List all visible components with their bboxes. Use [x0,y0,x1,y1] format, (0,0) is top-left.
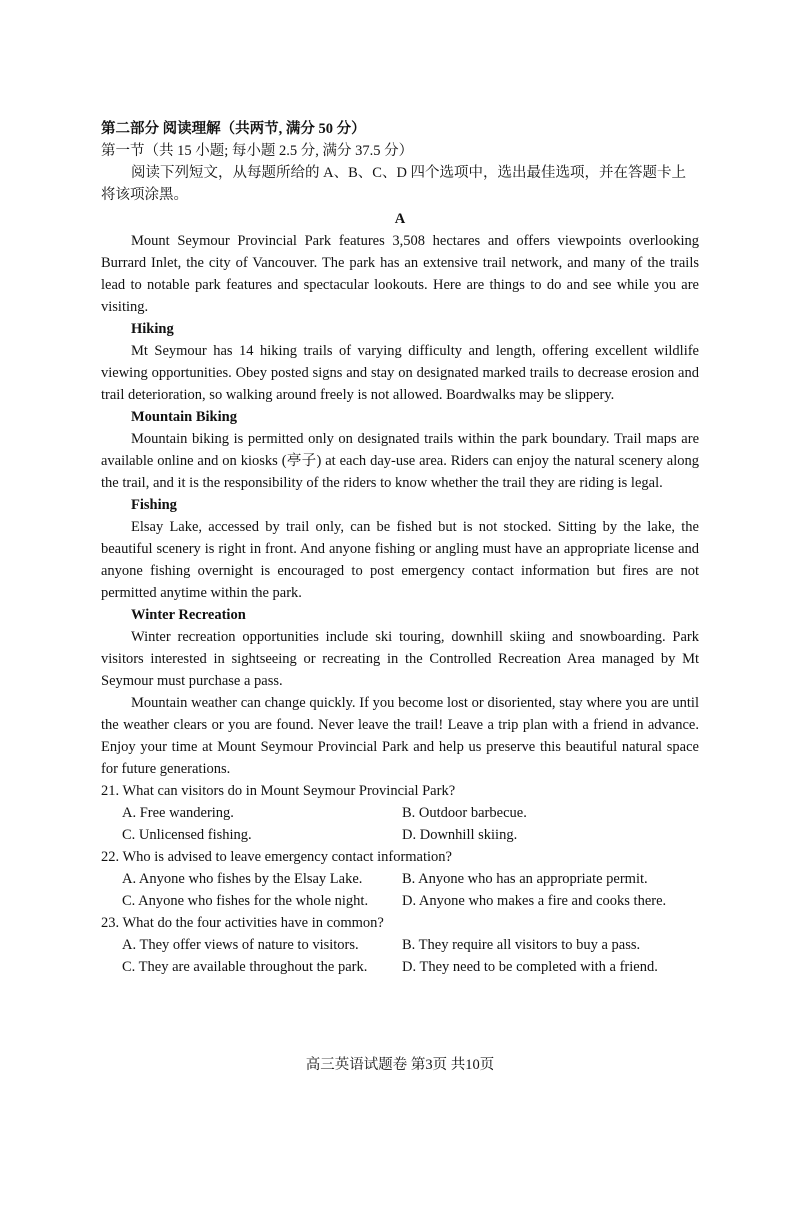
option-row [101,868,699,890]
question-stem: 21. What can visitors do in Mount Seymour Provincial Park? [101,783,456,799]
option-d: D. Anyone who makes a fire and cooks there. [402,893,667,909]
question-stem: 22. Who is advised to leave emergency contact information? [101,849,452,865]
section-heading: 第一节（共 15 小题; 每小题 2.5 分, 满分 37.5 分） [101,143,414,159]
section-text-winter-recreation: Winter recreation opportunities include ski touring, downhill skiing and snowboarding. Park visitors interested in sightseeing or recreating in the Controlled Recreation Area managed by Mt Seymour must purchase a pass. [101,629,699,689]
question-stem: 23. What do the four activities have in common? [101,915,384,931]
option-d: D. Downhill skiing. [402,827,518,843]
option-row [101,956,699,978]
page-content [101,118,699,978]
passage-intro: Mount Seymour Provincial Park features 3,508 hectares and offers viewpoints overlooking Burrard Inlet, the city of Vancouver. The park has an extensive trail network, and many of the trails lead to notable park features and spectacular lookouts. Here are things to do and see while you are visiting. [101,233,699,315]
section-text-mountain-biking: Mountain biking is permitted only on designated trails within the park boundary. Trail maps are available online and on kiosks (亭子) at each day-use area. Riders can enjoy the natural scenery along the trail, and it is the responsibility of the riders to know whether the trail they are riding is legal. [101,431,699,491]
section-heading-mountain-biking: Mountain Biking [131,409,237,425]
option-d: D. They need to be completed with a friend. [402,959,658,975]
question-23 [101,912,699,978]
option-b: B. Anyone who has an appropriate permit. [402,871,648,887]
passage-letter: A [394,211,406,227]
question-21 [101,780,699,846]
option-a: A. They offer views of nature to visitors. [122,937,359,953]
section-text-fishing: Elsay Lake, accessed by trail only, can be fished but is not stocked. Sitting by the lake, the beautiful scenery is right in front. And anyone fishing or angling must have an appropriate license and anyone fishing overnight is encouraged to post emergency contact information but fires are not permitted anytime within the park. [101,519,699,601]
passage-closing: Mountain weather can change quickly. If you become lost or disoriented, stay where you are until the weather clears or you are found. Never leave the trail! Leave a trip plan with a friend in advance. Enjoy your time at Mount Seymour Provincial Park and help us preserve this beautiful natural space for future generations. [101,695,699,777]
option-row [101,824,699,846]
part-heading: 第二部分 阅读理解（共两节, 满分 50 分） [101,121,366,137]
section-heading-winter-recreation: Winter Recreation [131,607,246,623]
section-heading-fishing: Fishing [131,497,177,513]
option-b: B. They require all visitors to buy a pass. [402,937,641,953]
option-c: C. They are available throughout the park. [122,959,368,975]
page-footer: 高三英语试题卷 第3页 共10页 [305,1057,495,1073]
option-b: B. Outdoor barbecue. [402,805,527,821]
question-22 [101,846,699,912]
option-row [101,934,699,956]
option-c: C. Anyone who fishes for the whole night. [122,893,369,909]
option-row [101,890,699,912]
instructions: 阅读下列短文，从每题所给的 A、B、C、D 四个选项中，选出最佳选项，并在答题卡上将该项涂黑。 [101,165,687,203]
option-a: A. Free wandering. [122,805,234,821]
option-row [101,802,699,824]
section-heading-hiking: Hiking [131,321,174,337]
section-text-hiking: Mt Seymour has 14 hiking trails of varying difficulty and length, offering excellent wildlife viewing opportunities. Obey posted signs and stay on designated marked trails to decrease erosion and trail deterioration, so walking around freely is not allowed. Boardwalks may be slippery. [101,343,699,403]
option-a: A. Anyone who fishes by the Elsay Lake. [122,871,363,887]
option-c: C. Unlicensed fishing. [122,827,252,843]
